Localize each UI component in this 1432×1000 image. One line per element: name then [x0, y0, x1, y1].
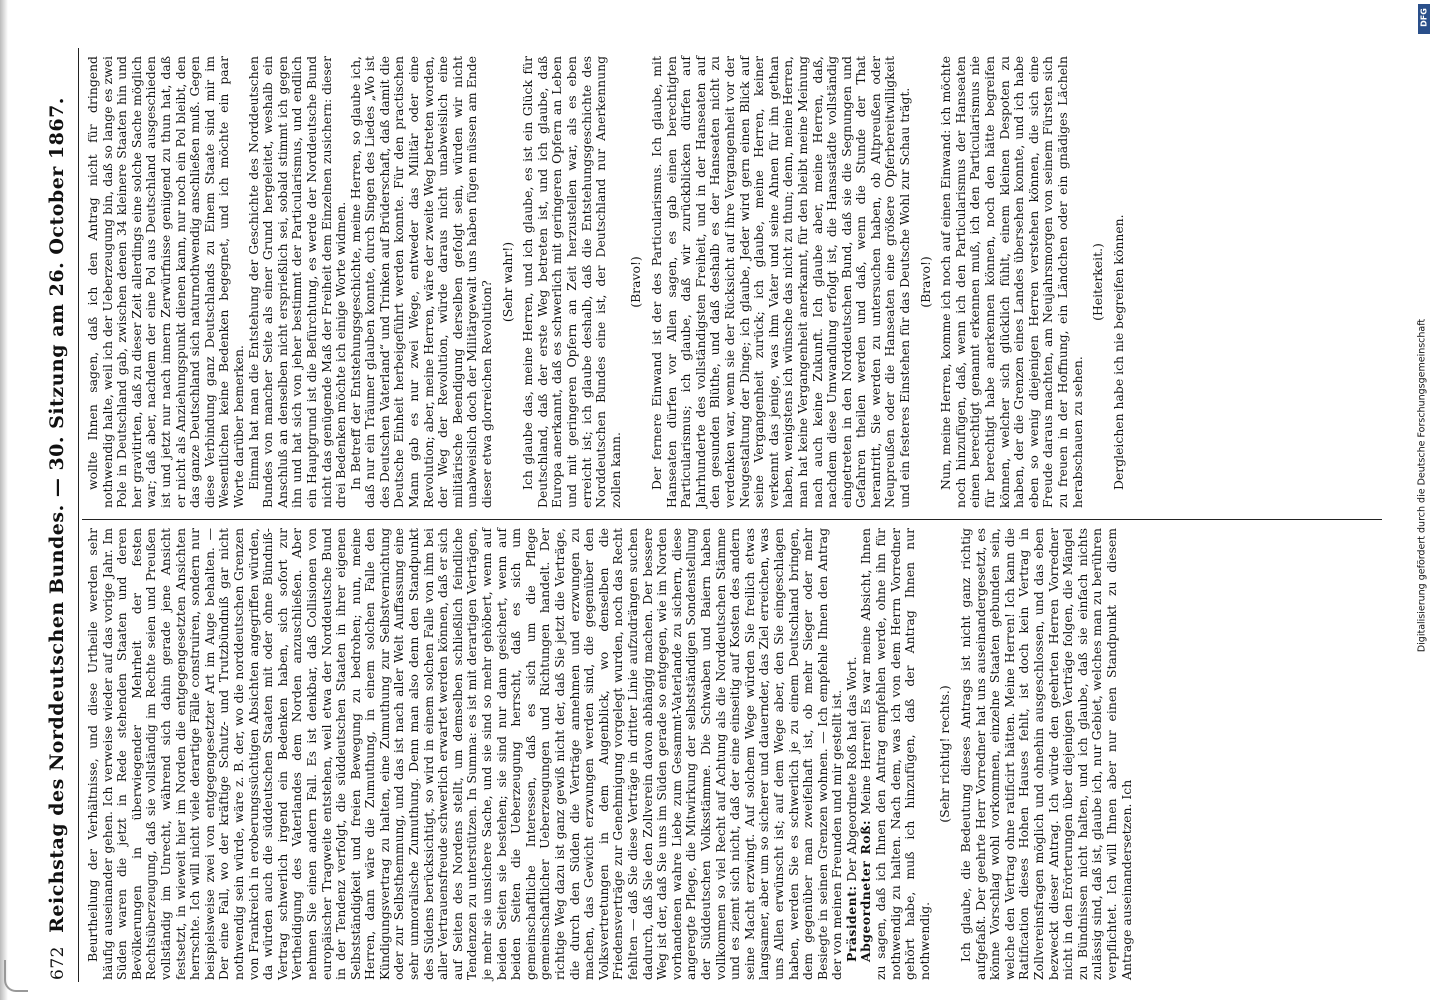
- paragraph: Der fernere Einwand ist der des Particularismus. Ich glaube, mit Hanseaten dürfen vor Allen sagen, es gab einen berechtigten Particularismus; ich glaube, daß wir zurückblicken dürfen auf Jahrhunderte des vollständigsten Freiheit, und in der Hanseaten auf den gesunden Blüthe, und daß deshalb es der Hanseaten nicht zu verdenken war, wenn sie der Rücksicht auf ihre Vergangenheit vor der Neugestaltung der Dinge; ich glaube, Jeder wird gern einen Blick auf seine Vergangenheit zurück; ich glaube, meine Herren, keiner verkennt das jenige, was ihm Vater und seine Ahnen für ihn gethan haben, wenigstens ich wünsche das nicht zu thun; denn, meine Herren, man hat keine Vergangenheit anerkannt, für den bleibt meine Meinung nach auch keine Zukunft. Ich glaube aber, meine Herren, daß, nachdem diese Umwandlung erfolgt ist, die Hansastädte vollständig eingetreten in den Norddeutschen Bund, daß sie die Segnungen und Gefahren theilen werden und daß, wenn die Stunde der That herantritt, Sie werden zu untersuchen haben, ob Altpreußen oder Neupreußen oder die Hanseaten eine größere Opferbereitwilligkeit und ein festeres Einstehen für das Deutsche Wohl zur Schau trägt.: [648, 56, 913, 508]
- paragraph: Nun, meine Herren, komme ich noch auf einen Einwand: ich möchte noch hinzufügen, daß, wenn ich den Particularismus der Hanseaten einen berechtigt genannt erkennen muß, ich den Particularismus nie für berechtigt habe anerkennen können, noch den hätte begreifen können, welcher sich glücklich fühlt, einem kleinen Despoten zu haben, der die Grenzen eines Landes übersehen konnte, und ich habe eben so wenig diejenigen Herren verstehen können, die sich eine Freude daraus machten, am Neujahrsmorgen von seinem Fürsten sich zu freuen in der Hoffnung, ein Ländchen oder ein gnädiges Lächeln herabschauen zu sehen.: [938, 56, 1085, 508]
- stage-direction: (Bravo!): [917, 256, 933, 308]
- paragraph: Ich glaube, die Bedeutung dieses Antrags ist nicht ganz richtig aufgefaßt. Der geehrte Herr Vorredner hat uns auseinandergesetzt, es könne Vorschlag wohl vorkommen, einzelne Staaten gebunden sein, welche den Vertrag ohne ratificirt hätten. Meine Herren! Ich kann die Ratification dieses Hohen Hauses fehlt, ist doch kein Vertrag in Zollvereinsfragen möglich und ohnehin ausgeschlossen, und das eben bezweckt dieser Antrag. Ich würde den geehrten Herren Vorredner nicht in den Erörterungen über diejenigen Verträge folgen, die Mängel zu Bündnissen nicht halten, und ich glaube, daß sie einfach nichts zulässig sind, daß ist, glaube ich, nur Gebiet, welches man zu berühren verpflichtet. Ich will Ihnen aber nur einen Standpunkt zu diesem Antrage auseinandersetzen. Ich: [958, 528, 1134, 980]
- paragraph: wollte Ihnen sagen, daß ich den Antrag nicht für dringend nothwendig halte, weil ich der Ueberzeugung bin, daß so lange es zwei Pole in Deutschland gab, zwischen denen 34 kleinere Staaten hin und her gravitirten, daß zu dieser Zeit allerdings eine solche Sache möglich war; daß aber, nachdem der eine Pol aus Deutschland ausgeschieden ist und jetzt nur nach innern Zerwürfnisse geniigend zu thun hat, daß er nicht als Anziehungspunkt dienen kann, nur noch ein Pol bleibt, den das ganze Deutschland sich naturnothwendig anschließen muß. Gegen diese Verbindung ganz Deutschlands zu Einem Staate sind mir im Wesentlichen keine Bedenken begegnet, und ich möchte ein paar Worte darüber bemerken.: [85, 56, 246, 508]
- stage-direction: (Sehr wahr!): [499, 241, 515, 323]
- stage-direction: (Sehr richtig! rechts.): [937, 685, 953, 823]
- column-divider: [82, 519, 1382, 520]
- scan-edge-shadow: [0, 0, 8, 1000]
- header-rule: [78, 48, 79, 982]
- scan-corner-mark: [4, 960, 28, 992]
- speech-text: Meine Herren! Es war meine Absicht, Ihnen zu sagen, daß ich Ihnen den Antrag empfehlen werde, ohne ihn für nothwendig zu halten. Nach dem, was ich von dem Herrn Vorredner gehört habe, muß ich hinzufügen, daß der Antrag Ihnen nur nothwendig.: [858, 527, 932, 980]
- speaker-name: Präsident:: [843, 885, 859, 962]
- rotated-page: [42, 40, 1398, 990]
- left-column: [86, 528, 1134, 980]
- stage-direction: (Heiterkeit.): [1090, 243, 1106, 321]
- page-number: 672: [48, 946, 68, 980]
- speech-text: Der Abgeordnete Roß hat das Wort.: [843, 656, 859, 886]
- paragraph: Beurtheilung der Verhältnisse, und diese Urtheile werden sehr häufig auseinander gehen. Ich verweise wieder auf das vorige Jahr. Im Süden waren die jetzt in Rede stehenden Staaten und deren Bevölkerungen in überwiegender Mehrheit der festen Rechtsüberzeugung, daß sie vollständig im Rechte seien und Preußen vollständig im Unrecht, während sich dahin gerade jene Ansicht festsetzt, in wieweit hier im Norden die entgegengesetzten Ansichten herrschte. Ich will nicht viele derartige Fälle construiren, sondern nur beispielsweise zwei von entgegengesetzter Art im Auge behalten. — Der eine Fall, wo der kräftige Schutz- und Trutzbündniß gar nicht nothwendig sein würde, wäre z. B. der, wo die norddeutschen Grenzen von Frankreich in eroberungssüchtigen Absichten angegriffen würden, da würden auch die süddeutschen Staaten mit oder ohne Bündniß-Vertrag schwerlich irgend ein Bedenken haben, sich sofort zur Vertheidigung des Vaterlandes dem Norden anzuschließen. Aber nehmen Sie einen andern Fall. Es ist denkbar, daß Collisionen von europäischer Tragweite entstehen, weil etwa der Norddeutsche Bund in der Tendenz verfolgt, die süddeutschen Staaten in ihrer eigenen Selbstständigkeit und freien Bewegung zu bedrohen; nun, meine Herren, dann wäre die Zumuthung, in einem solchen Falle den Kündigungsvertrag zu halten, eine Zumuthung zur Selbstvernichtung oder zur Selbsthemmung, und das ist nach aller Welt Auffassung eine sehr unmoralische Zumuthung. Denn man also denn den Standpunkt des Südens berücksichtigt, so wird in einem solchen Falle von ihm bei aller Vertrauensfreude schwerlich erwartet werden können, daß er sich auf Seiten des Nordens stellt, um demselben schließlich feindliche Tendenzen zu unterstützen. In Summa: es ist mit derartigen Verträgen, je mehr sie unsichere Sache, und sie sind so mehr gehöbert, wenn auf beiden Seiten sie bestehen; sie sind nur dann gesichert, wenn auf beiden Seiten die Ueberzeugung herrscht, daß es sich um gemeinschaftliche Interessen, daß es sich um die Pflege gemeinschaftlicher Ueberzeugungen und Richtungen handelt. Der richtige Weg dazu ist ganz gewiß nicht der, daß Sie jetzt die Verträge, die durch den Süden die Verträge annehmen und erzwungen zu machen, das Gewicht erzwungen werden sind, die gegenüber den Volksvertretungen in dem Augenblick, wo denselben die Friedensverträge zur Genehmigung vorgelegt wurden, noch das Recht fehlten — daß Sie diese Verträge in dritter Linie aufzudrängen suchen dadurch, daß Sie den Zollverein davon abhängig machen. Der bessere Weg ist der, daß Sie uns im Süden gerade so entgegen, wie im Norden vorhandenen wahre Liebe zum Gesammt-Vaterlande zu sichern, diese angeregte Pflege, die Mitwirkung der selbstständigen Sondenstellung der Süddeutschen Volksstämme. Die Schwaben und Baiern haben vollkommen so viel Recht auf Achtung als die Norddeutschen Stämme und es ziemt sich nicht, daß der eine einseitig auf Kosten des andern seine Macht erzwingt. Auf solchem Wege würden Sie freilich etwas langsamer, aber um so sicherer und dauernder, das Ziel erreichen, was uns Allen erwünscht ist; auf dem Wege aber, den Sie eingeschlagen haben, werden Sie es schwerlich je zu einem Deutschland bringen, dem gegenüber man zweifelhaft ist, ob mehr Sieger oder mehr Besiegte in seinen Grenzen wohnen. — Ich empfehle Ihnen den Antrag der von meinen Freunden und mir gestellt ist.: [85, 528, 845, 980]
- speaker-paragraph: [845, 528, 860, 980]
- digitization-notice: Digitalisierung gefördert durch die Deutsche Forschungsgemeinschaft: [1416, 318, 1428, 653]
- paragraph: Dergleichen habe ich nie begreifen können.: [1110, 214, 1126, 490]
- page-header: [42, 50, 76, 980]
- dfg-logo-badge: DFG: [1418, 4, 1430, 34]
- page-title: Reichstag des Norddeutschen Bundes. — 30. Sitzung am 26. October 1867.: [46, 97, 68, 933]
- paragraph: Ich glaube das, meine Herren, und ich glaube, es ist ein Glück für Deutschland, daß der erste Weg betreten ist, und ich glaube, daß Europa anerkannt, daß es schwerlich mit geringeren Opfern an Leben und mit geringeren Opfern an Zeit herzustellen war, als es eben erreicht ist; ich glaube deshalb, daß die Entstehungsgeschichte des Norddeutschen Bundes eine ist, der Deutschland nur Anerkennung zollen kann.: [520, 56, 623, 508]
- stage-direction: (Bravo!): [628, 256, 644, 308]
- speaker-name: Abgeordneter Roß:: [858, 819, 874, 962]
- right-column: [86, 56, 1126, 508]
- paragraph: In Betreff der Entstehungsgeschichte, meine Herren, so glaube ich, daß nur ein Träumer glauben konnte, durch Singen des Liedes „Wo ist des Deutschen Vaterland“ und Trinken auf Brüderschaft, daß damit die Deutsche Einheit herbeigeführt werden konnte. Für den practischen Mann gab es nur zwei Wege, entweder das Militär oder eine Revolution; aber, meine Herren, wäre der zweite Weg betreten worden, der Weg der Revolution, würde daraus nicht unabweislich eine militärische Beendigung derselben gefolgt sein, würden wir nicht unabweislich doch der Militärgewalt uns haben fügen müssen am Ende dieser etwa glorreichen Revolution?: [347, 56, 495, 508]
- paragraph: Einmal hat man die Entstehung der Geschichte des Norddeutschen Bundes von mancher Seite als einer Grund hergeleitet, weshalb ein Anschluß an denselben nicht ersprießlich sei, sobald stimmt ich gegen ihn und hat sich von jeher bestimmt der Particularismus, und endlich ein Hauptgrund ist die Befürchtung, es werde der Norddeutsche Bund nicht das genügende Maß der Freiheit dem Einzelnen zusichern: dieser drei Bedenken möchte ich einige Worte widmen.: [245, 56, 349, 508]
- speaker-paragraph: [859, 528, 932, 980]
